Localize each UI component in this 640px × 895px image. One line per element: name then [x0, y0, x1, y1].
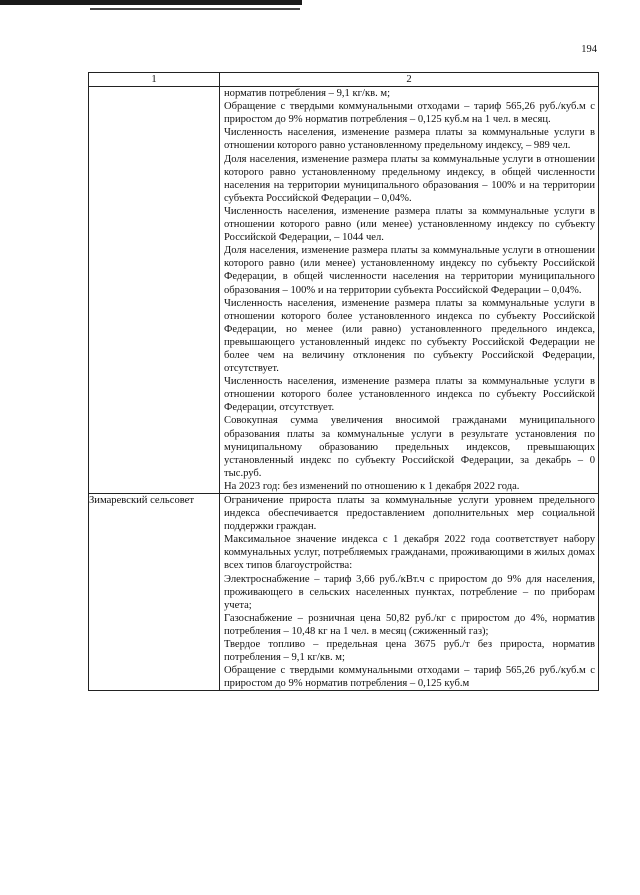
paragraph: Совокупная сумма увеличения вносимой гражданами муниципального образования платы за коммунальные услуги в результате установления по муниципальному образованию предельных индексов, превышающих установленный индекс по субъекту Российской Федерации, за декабрь – 0 тыс.руб. — [224, 415, 595, 479]
paragraph: Доля населения, изменение размера платы за коммунальные услуги в отношении которого равно установленному предельному индексу, в общей численности населения на территории муниципального образования – 100% и на территории субъекта Российской Федерации – 0,04%. — [224, 153, 595, 204]
row-content — [220, 494, 599, 691]
paragraph: Газоснабжение – розничная цена 50,82 руб./кг с приростом до 4%, норматив потребления – 10,48 кг на 1 чел. в месяц (сжиженный газ); — [224, 612, 595, 637]
row-content — [220, 87, 599, 494]
scan-artifact-bar — [0, 0, 302, 5]
paragraph: Ограничение прироста платы за коммунальные услуги уровнем предельного индекса обеспечивается предоставлением дополнительных мер социальной поддержки граждан. — [224, 495, 595, 533]
paragraph: Электроснабжение – тариф 3,66 руб./кВт.ч с приростом до 9% для населения, проживающего в сельских населенных пунктах, потребление – по приборам учета; — [224, 573, 595, 611]
paragraph: Обращение с твердыми коммунальными отходами – тариф 565,26 руб./куб.м с приростом до 9% норматив потребления – 0,125 куб.м на 1 чел. в месяц. — [224, 101, 595, 126]
scan-artifact-line — [90, 8, 300, 10]
table-row — [89, 494, 599, 691]
table-header-row — [89, 73, 599, 87]
paragraph: Численность населения, изменение размера платы за коммунальные услуги в отношении которого равно установленному предельному индексу, – 989 чел. — [224, 127, 595, 152]
paragraph: Численность населения, изменение размера платы за коммунальные услуги в отношении которого равно (или менее) установленному индексу по субъекту Российской Федерации, – 1044 чел. — [224, 205, 595, 244]
column-header-2: 2 — [220, 73, 599, 87]
table-row — [89, 87, 599, 494]
paragraph: На 2023 год: без изменений по отношению к 1 декабря 2022 года. — [224, 480, 520, 492]
paragraph: Доля населения, изменение размера платы за коммунальные услуги в отношении которого равно (или менее) установленному индексу по субъекту Российской Федерации, в общей численности населения на территории муниципального образования – 100% и на территории субъекта Российской Федерации – 0,04%. — [224, 245, 595, 296]
paragraph: Численность населения, изменение размера платы за коммунальные услуги в отношении которого более установленного индекса по субъекту Российской Федерации, отсутствует. — [224, 376, 595, 414]
page-number: 194 — [581, 44, 597, 55]
municipality-name — [89, 87, 220, 494]
column-header-1: 1 — [89, 73, 220, 87]
paragraph: Обращение с твердыми коммунальными отходами – тариф 565,26 руб./куб.м с приростом до 9% норматив потребления – 0,125 куб.м — [224, 665, 595, 690]
paragraph: Твердое топливо – предельная цена 3675 руб./т без прироста, норматив потребления – 9,1 кг/кв. м; — [224, 639, 595, 664]
document-table — [88, 72, 599, 691]
paragraph: Численность населения, изменение размера платы за коммунальные услуги в отношении которого более установленного индекса по субъекту Российской Федерации, но менее (или равно) установленного предельного индекса, превышающего установленный индекс по субъекту Российской Федерации не более чем на величину отклонения по субъекту Российской Федерации, отсутствует. — [224, 297, 595, 375]
municipality-name: Зимаревский сельсовет — [89, 494, 220, 691]
paragraph: Максимальное значение индекса с 1 декабря 2022 года соответствует набору коммунальных услуг, потребляемых гражданами, проживающими в жилых домах всех типов благоустройства: — [224, 534, 595, 572]
paragraph: норматив потребления – 9,1 кг/кв. м; — [224, 88, 391, 100]
